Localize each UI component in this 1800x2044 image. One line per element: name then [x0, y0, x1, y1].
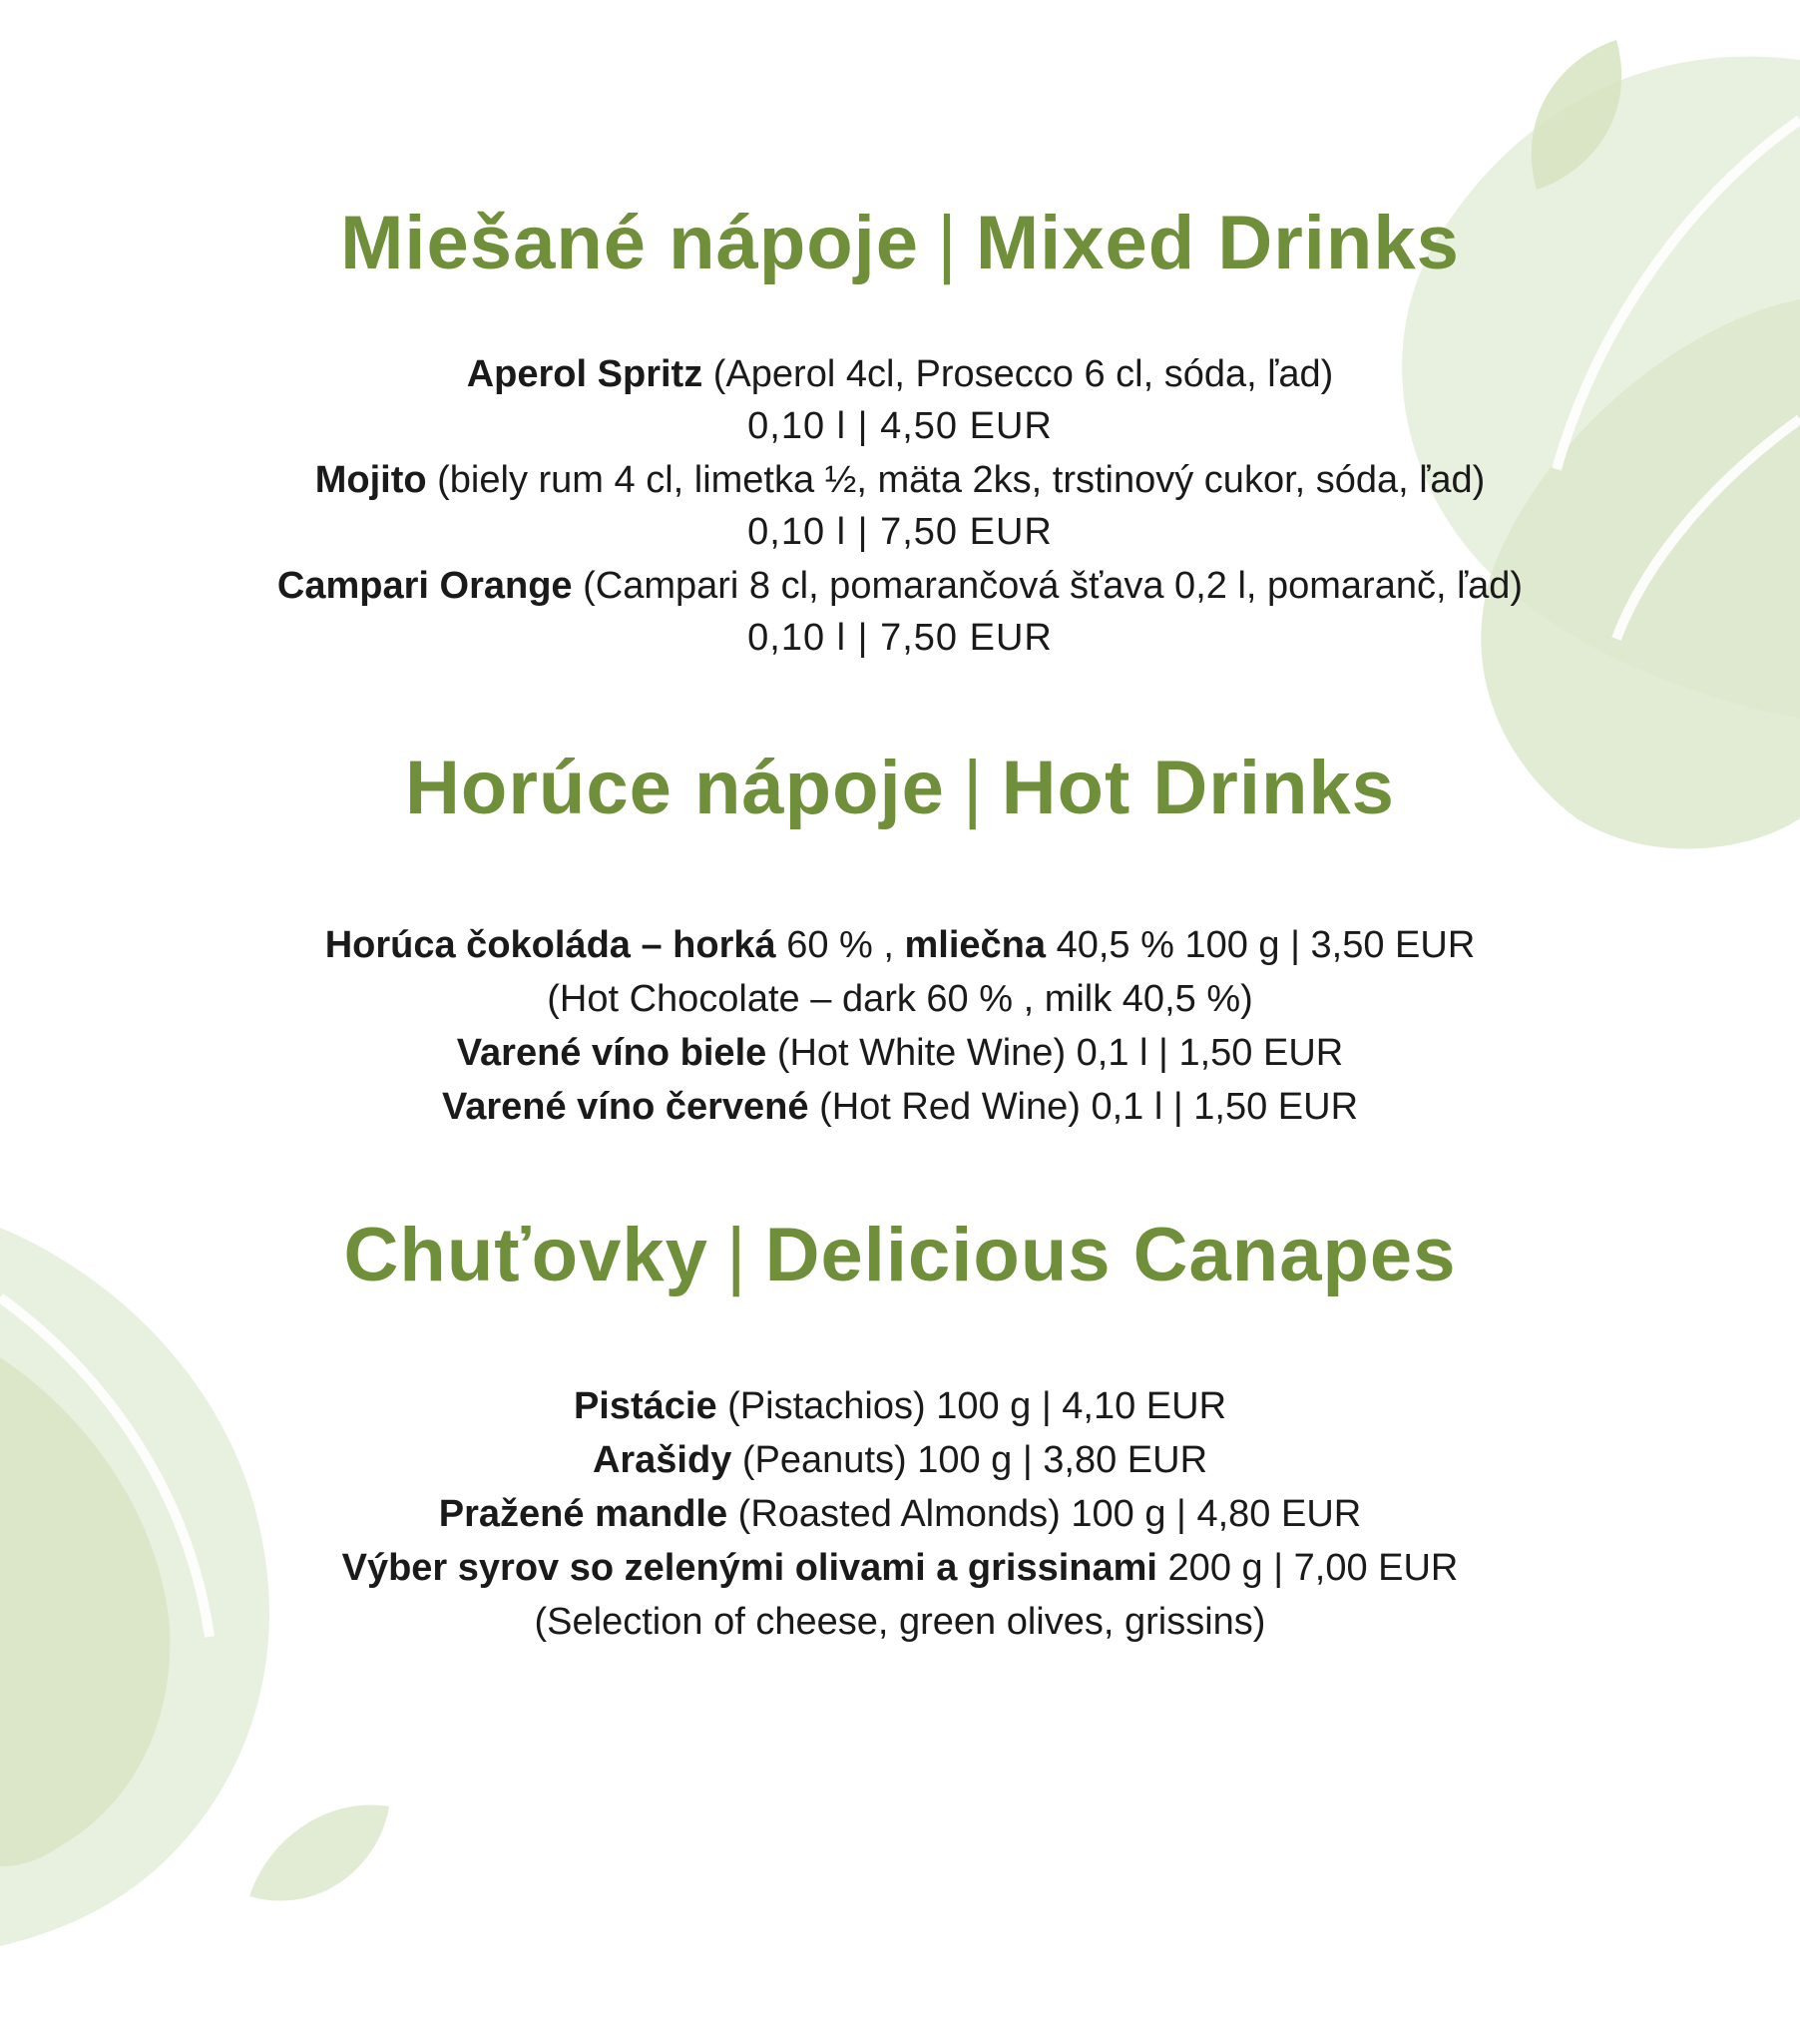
title-separator: | [937, 201, 958, 285]
item-detail: (Peanuts) 100 g | 3,80 EUR [741, 1439, 1208, 1481]
item-translation: (Hot Chocolate – dark 60 % , milk 40,5 %) [547, 978, 1253, 1020]
item-price: 0,10 l | 4,50 EUR [747, 405, 1053, 447]
title-sk: Horúce nápoje [405, 746, 945, 830]
item-detail: (Aperol 4cl, Prosecco 6 cl, sóda, ľad) [712, 353, 1334, 395]
menu-item-hot-chocolate [0, 920, 1800, 970]
item-price: 0,10 l | 7,50 EUR [747, 617, 1053, 659]
title-sk: Chuťovky [343, 1213, 708, 1297]
item-name: Pistácie [573, 1385, 717, 1427]
menu-item-white-wine [0, 1028, 1800, 1078]
item-detail: (Campari 8 cl, pomarančová šťava 0,2 l, pomaranč, ľad) [583, 565, 1524, 607]
title-separator: | [725, 1213, 747, 1297]
item-name: Varené víno červené [441, 1086, 809, 1128]
item-name: Pražené mandle [438, 1493, 728, 1535]
item-name: Mojito [314, 459, 427, 501]
item-detail: (Roasted Almonds) 100 g | 4,80 EUR [737, 1493, 1362, 1535]
item-detail: (Hot Red Wine) 0,1 l | 1,50 EUR [819, 1086, 1359, 1128]
menu-item-cheese-selection [0, 1543, 1800, 1593]
menu-item-pistachios [0, 1381, 1800, 1431]
title-sk: Miešané nápoje [340, 201, 920, 285]
item-detail: (Hot White Wine) 0,1 l | 1,50 EUR [776, 1032, 1344, 1074]
item-translation: (Selection of cheese, green olives, grissins) [534, 1601, 1266, 1643]
item-detail-secondary: 40,5 % 100 g | 3,50 EUR [1056, 924, 1476, 966]
item-price: 0,10 l | 7,50 EUR [747, 511, 1053, 553]
section-title-hot-drinks [0, 745, 1800, 831]
item-name: Aperol Spritz [466, 353, 703, 395]
item-name: Varené víno biele [456, 1032, 767, 1074]
menu-item-aperol-spritz [0, 349, 1800, 399]
menu-item-mojito [0, 455, 1800, 505]
item-detail: (biely rum 4 cl, limetka ½, mäta 2ks, trstinový cukor, sóda, ľad) [437, 459, 1486, 501]
menu-item-campari-orange [0, 561, 1800, 611]
item-name: Arašidy [592, 1439, 732, 1481]
menu-item-peanuts [0, 1435, 1800, 1485]
title-en: Mixed Drinks [975, 201, 1460, 285]
section-title-delicious-canapes [0, 1212, 1800, 1298]
title-en: Hot Drinks [1001, 746, 1395, 830]
item-detail: 200 g | 7,00 EUR [1167, 1547, 1459, 1589]
menu-item-red-wine [0, 1082, 1800, 1132]
item-detail: 60 % , [786, 924, 894, 966]
title-en: Delicious Canapes [764, 1213, 1457, 1297]
item-name-secondary: mliečna [904, 924, 1047, 966]
menu-item-roasted-almonds [0, 1489, 1800, 1539]
item-name: Horúca čokoláda – horká [324, 924, 776, 966]
item-name: Campari Orange [276, 565, 573, 607]
section-title-mixed-drinks [0, 200, 1800, 286]
item-detail: (Pistachios) 100 g | 4,10 EUR [727, 1385, 1227, 1427]
item-name: Výber syrov so zelenými olivami a grissinami [341, 1547, 1157, 1589]
title-separator: | [962, 746, 984, 830]
